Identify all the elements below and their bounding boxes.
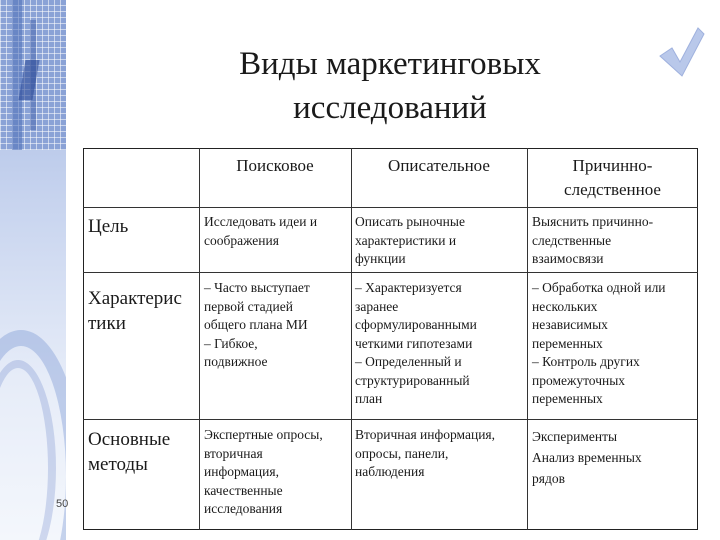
cell-characteristics-causal: – Обработка одной или нескольких независимых переменных – Контроль других промежуточных переменных [532,280,666,406]
header-causal: Причинно- следственное [564,156,661,199]
header-exploratory: Поисковое [236,156,314,175]
checkmark-icon [658,26,706,78]
cell-goal-descriptive: Описать рыночные характеристики и функции [355,214,465,266]
cell-methods-descriptive: Вторичная информация, опросы, панели, наблюдения [355,427,496,479]
cell-characteristics-descriptive: – Характеризуется заранее сформулированными четкими гипотезами – Определенный и структурированный план [355,280,477,406]
header-descriptive: Описательное [388,156,490,175]
cell-methods-exploratory: Экспертные опросы, вторичная информация, качественные исследования [204,427,323,516]
decorative-side-strip [0,0,69,540]
cell-methods-causal: Эксперименты Анализ временных рядов [532,429,642,486]
title-line-2: исследований [293,90,487,126]
cell-characteristics-exploratory: – Часто выступает первой стадией общего плана МИ – Гибкое, подвижное [204,280,310,369]
row-label-characteristics: Характерис тики [88,288,182,334]
title-line-1: Виды маркетинговых [239,46,541,82]
page-number: 50 [56,498,69,510]
comparison-table [83,148,700,532]
row-label-methods: Основные методы [88,429,171,475]
row-label-goal: Цель [88,216,129,237]
cell-goal-exploratory: Исследовать идеи и соображения [204,214,318,248]
slide-title [150,42,630,130]
cell-goal-causal: Выяснить причинно- следственные взаимосвязи [532,214,654,266]
